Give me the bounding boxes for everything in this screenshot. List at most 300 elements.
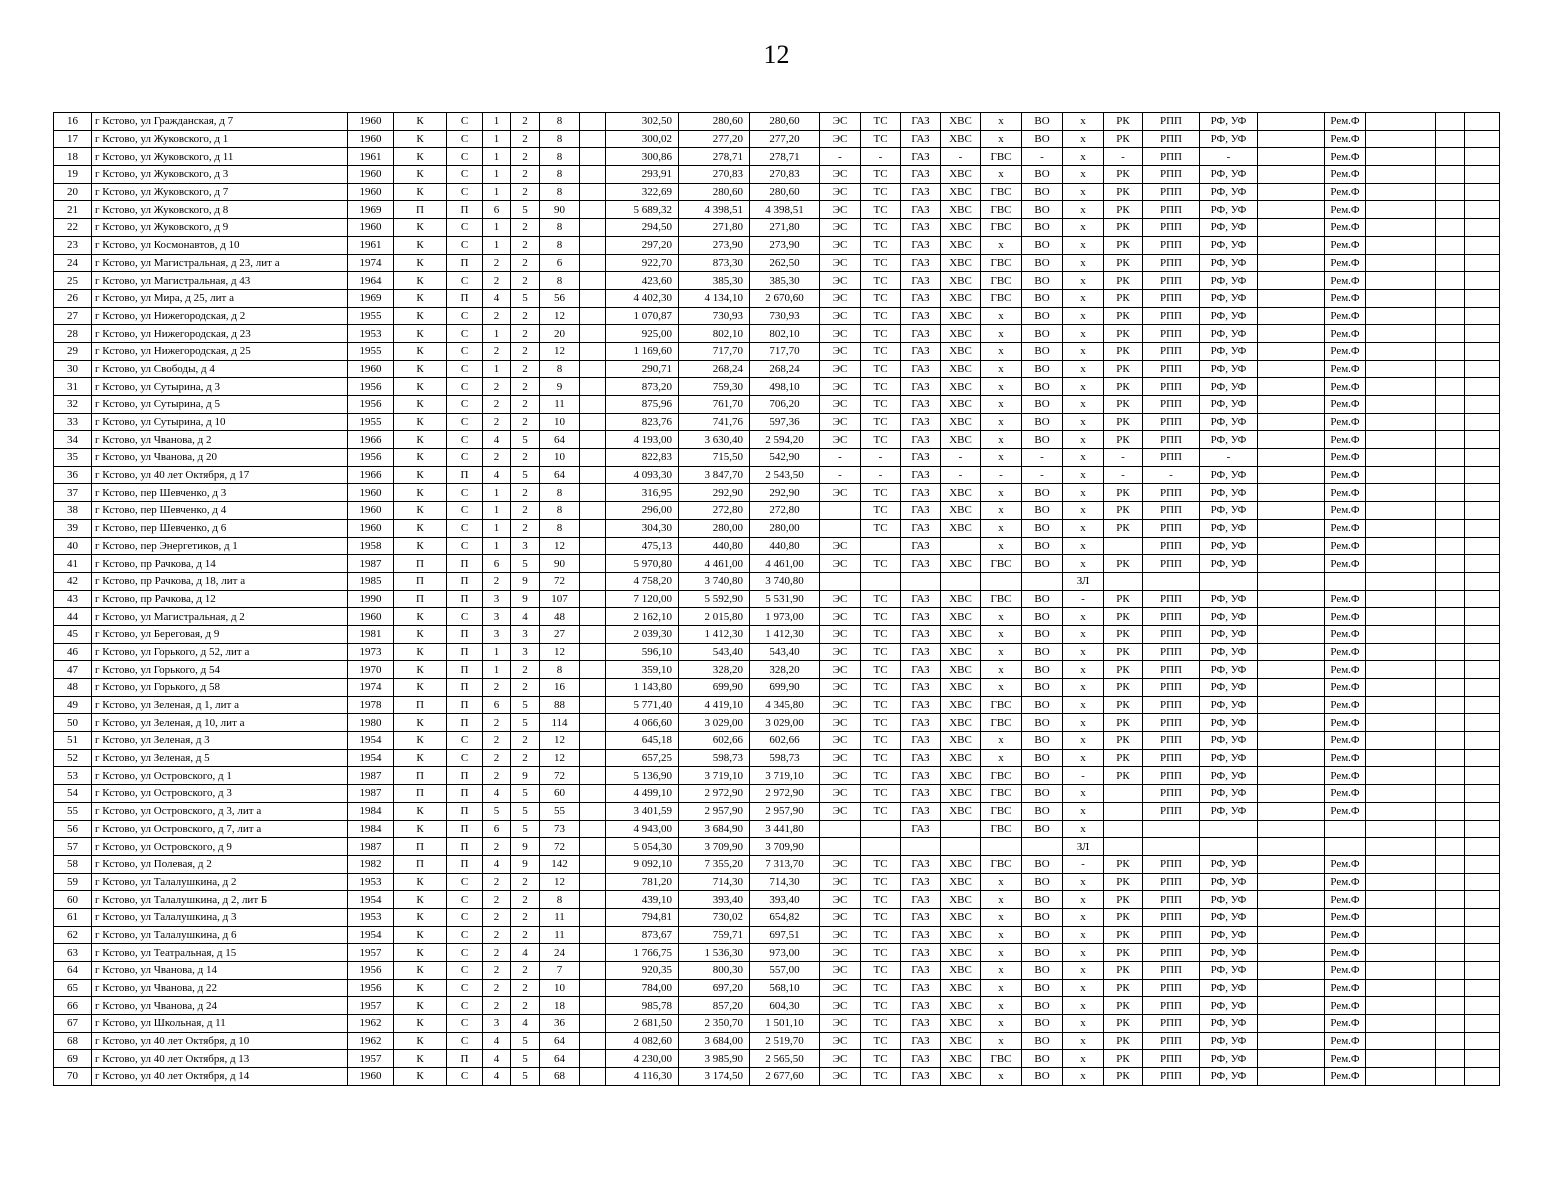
- table-cell: ЭС: [820, 944, 861, 962]
- table-cell: С: [447, 449, 483, 467]
- table-cell: 8: [540, 219, 580, 237]
- table-cell: 5: [511, 820, 540, 838]
- table-cell: Рем.Ф: [1325, 926, 1366, 944]
- table-row: [54, 449, 1500, 467]
- table-cell: РФ, УФ: [1200, 325, 1258, 343]
- table-cell: С: [447, 272, 483, 290]
- table-cell: 6: [540, 254, 580, 272]
- table-row: [54, 236, 1500, 254]
- table-cell: [901, 572, 941, 590]
- table-cell: ХВС: [941, 749, 981, 767]
- table-cell: ГАЗ: [901, 519, 941, 537]
- table-cell: х: [1063, 519, 1104, 537]
- table-cell: х: [1063, 201, 1104, 219]
- table-cell: ВО: [1022, 891, 1063, 909]
- table-cell: Рем.Ф: [1325, 201, 1366, 219]
- table-cell: 1985: [348, 572, 394, 590]
- table-cell: П: [447, 767, 483, 785]
- table-cell: [1366, 555, 1436, 573]
- table-cell: Рем.Ф: [1325, 749, 1366, 767]
- table-cell: [1366, 714, 1436, 732]
- table-cell: х: [1063, 891, 1104, 909]
- table-cell: х: [1063, 873, 1104, 891]
- table-cell: 290,71: [606, 360, 679, 378]
- table-cell: ХВС: [941, 484, 981, 502]
- table-cell: 699,90: [750, 679, 820, 697]
- table-cell: ГАЗ: [901, 413, 941, 431]
- table-cell: 2: [483, 413, 511, 431]
- table-cell: [1258, 466, 1325, 484]
- table-cell: х: [981, 661, 1022, 679]
- table-cell: г Кстово, ул Гражданская, д 7: [92, 113, 348, 131]
- table-cell: С: [447, 113, 483, 131]
- table-cell: [1366, 873, 1436, 891]
- table-cell: РК: [1104, 908, 1143, 926]
- table-cell: [861, 572, 901, 590]
- table-cell: [1465, 360, 1500, 378]
- table-cell: 49: [54, 696, 92, 714]
- table-cell: х: [981, 484, 1022, 502]
- table-cell: [1436, 590, 1465, 608]
- table-cell: ЭС: [820, 537, 861, 555]
- table-cell: [820, 519, 861, 537]
- table-cell: К: [394, 962, 447, 980]
- table-cell: РК: [1104, 254, 1143, 272]
- table-cell: [580, 431, 606, 449]
- table-cell: 2: [511, 183, 540, 201]
- table-cell: 4 082,60: [606, 1032, 679, 1050]
- table-cell: х: [981, 625, 1022, 643]
- table-cell: 5 531,90: [750, 590, 820, 608]
- table-cell: 1960: [348, 113, 394, 131]
- table-cell: [1258, 519, 1325, 537]
- table-cell: г Кстово, ул Островского, д 1: [92, 767, 348, 785]
- table-cell: РК: [1104, 325, 1143, 343]
- table-cell: -: [1063, 590, 1104, 608]
- table-row: [54, 1015, 1500, 1033]
- table-cell: РК: [1104, 555, 1143, 573]
- table-cell: 7: [540, 962, 580, 980]
- table-cell: [1436, 396, 1465, 414]
- table-cell: ЭС: [820, 183, 861, 201]
- table-cell: П: [447, 802, 483, 820]
- table-cell: г Кстово, ул Жуковского, д 8: [92, 201, 348, 219]
- table-cell: [580, 997, 606, 1015]
- table-cell: [1258, 342, 1325, 360]
- table-cell: [580, 608, 606, 626]
- table-cell: [580, 590, 606, 608]
- table-cell: ТС: [861, 696, 901, 714]
- table-cell: [1258, 1015, 1325, 1033]
- table-cell: П: [447, 838, 483, 856]
- table-cell: [1258, 360, 1325, 378]
- table-cell: С: [447, 342, 483, 360]
- table-cell: г Кстово, ул Чванова, д 20: [92, 449, 348, 467]
- table-cell: 114: [540, 714, 580, 732]
- table-cell: [1366, 749, 1436, 767]
- table-cell: [1436, 908, 1465, 926]
- table-cell: [1200, 572, 1258, 590]
- table-cell: ГАЗ: [901, 944, 941, 962]
- table-cell: С: [447, 926, 483, 944]
- table-cell: ГАЗ: [901, 325, 941, 343]
- table-cell: ТС: [861, 873, 901, 891]
- table-cell: 604,30: [750, 997, 820, 1015]
- table-cell: 10: [540, 449, 580, 467]
- table-cell: ТС: [861, 714, 901, 732]
- table-cell: -: [1200, 148, 1258, 166]
- table-cell: х: [1063, 289, 1104, 307]
- table-cell: [1436, 1032, 1465, 1050]
- table-cell: 439,10: [606, 891, 679, 909]
- table-cell: 5: [511, 289, 540, 307]
- table-cell: ХВС: [941, 307, 981, 325]
- table-cell: х: [1063, 625, 1104, 643]
- table-cell: К: [394, 1032, 447, 1050]
- table-cell: РФ, УФ: [1200, 166, 1258, 184]
- table-cell: 1960: [348, 183, 394, 201]
- table-cell: РФ, УФ: [1200, 378, 1258, 396]
- table-cell: РК: [1104, 873, 1143, 891]
- table-cell: 68: [54, 1032, 92, 1050]
- table-cell: г Кстово, ул Сутырина, д 5: [92, 396, 348, 414]
- table-cell: х: [981, 360, 1022, 378]
- table-cell: г Кстово, ул Жуковского, д 11: [92, 148, 348, 166]
- table-cell: ЭС: [820, 979, 861, 997]
- table-cell: ТС: [861, 254, 901, 272]
- table-cell: 1 536,30: [679, 944, 750, 962]
- table-cell: 759,71: [679, 926, 750, 944]
- table-cell: П: [447, 466, 483, 484]
- table-cell: П: [447, 855, 483, 873]
- table-cell: [1465, 1068, 1500, 1086]
- table-cell: 280,60: [750, 183, 820, 201]
- table-cell: ВО: [1022, 219, 1063, 237]
- table-cell: 875,96: [606, 396, 679, 414]
- table-cell: ГАЗ: [901, 307, 941, 325]
- table-cell: 10: [540, 979, 580, 997]
- table-cell: С: [447, 962, 483, 980]
- table-cell: РК: [1104, 342, 1143, 360]
- table-cell: 2: [483, 997, 511, 1015]
- table-cell: РФ, УФ: [1200, 590, 1258, 608]
- table-cell: Рем.Ф: [1325, 360, 1366, 378]
- table-cell: ЗЛ: [1063, 572, 1104, 590]
- table-cell: ЭС: [820, 219, 861, 237]
- table-cell: х: [981, 962, 1022, 980]
- table-cell: [1258, 413, 1325, 431]
- table-cell: 4 116,30: [606, 1068, 679, 1086]
- table-cell: 280,60: [679, 113, 750, 131]
- table-cell: 985,78: [606, 997, 679, 1015]
- table-cell: х: [1063, 113, 1104, 131]
- table-cell: 272,80: [750, 502, 820, 520]
- table-cell: РФ, УФ: [1200, 714, 1258, 732]
- table-cell: Рем.Ф: [1325, 537, 1366, 555]
- table-cell: 2: [511, 749, 540, 767]
- table-cell: ВО: [1022, 325, 1063, 343]
- table-cell: ГАЗ: [901, 166, 941, 184]
- table-cell: ТС: [861, 855, 901, 873]
- table-cell: 6: [483, 820, 511, 838]
- table-cell: РФ, УФ: [1200, 183, 1258, 201]
- table-cell: х: [1063, 679, 1104, 697]
- table-cell: х: [981, 396, 1022, 414]
- table-cell: [1258, 838, 1325, 856]
- table-cell: Рем.Ф: [1325, 466, 1366, 484]
- table-cell: г Кстово, ул 40 лет Октября, д 14: [92, 1068, 348, 1086]
- table-cell: 6: [483, 555, 511, 573]
- table-cell: Рем.Ф: [1325, 1015, 1366, 1033]
- table-cell: [580, 183, 606, 201]
- table-cell: 12: [540, 342, 580, 360]
- table-cell: [1366, 431, 1436, 449]
- table-cell: РПП: [1143, 219, 1200, 237]
- table-cell: РК: [1104, 926, 1143, 944]
- table-cell: ЭС: [820, 802, 861, 820]
- table-cell: ТС: [861, 590, 901, 608]
- table-cell: ВО: [1022, 519, 1063, 537]
- table-cell: ВО: [1022, 625, 1063, 643]
- table-cell: 3: [483, 608, 511, 626]
- table-cell: К: [394, 484, 447, 502]
- table-cell: ХВС: [941, 342, 981, 360]
- table-cell: ГВС: [981, 148, 1022, 166]
- table-cell: [1366, 1032, 1436, 1050]
- table-cell: ВО: [1022, 714, 1063, 732]
- table-cell: ЭС: [820, 342, 861, 360]
- table-cell: [580, 767, 606, 785]
- table-row: [54, 219, 1500, 237]
- table-cell: 27: [54, 307, 92, 325]
- table-cell: П: [394, 555, 447, 573]
- table-cell: ГВС: [981, 201, 1022, 219]
- table-cell: РК: [1104, 307, 1143, 325]
- table-cell: [820, 572, 861, 590]
- table-cell: [580, 696, 606, 714]
- table-cell: [1465, 891, 1500, 909]
- table-cell: х: [1063, 820, 1104, 838]
- table-cell: РПП: [1143, 1068, 1200, 1086]
- table-cell: РПП: [1143, 679, 1200, 697]
- table-cell: [1436, 307, 1465, 325]
- table-cell: ГВС: [981, 767, 1022, 785]
- table-row: [54, 183, 1500, 201]
- table-cell: х: [981, 342, 1022, 360]
- table-cell: РПП: [1143, 944, 1200, 962]
- table-cell: 34: [54, 431, 92, 449]
- table-cell: С: [447, 537, 483, 555]
- table-cell: 8: [540, 183, 580, 201]
- table-cell: [1258, 166, 1325, 184]
- table-row: [54, 625, 1500, 643]
- table-cell: [1366, 1050, 1436, 1068]
- table-cell: Рем.Ф: [1325, 307, 1366, 325]
- table-row: [54, 342, 1500, 360]
- table-cell: [1465, 962, 1500, 980]
- table-cell: 64: [540, 431, 580, 449]
- table-row: [54, 396, 1500, 414]
- table-cell: г Кстово, ул 40 лет Октября, д 13: [92, 1050, 348, 1068]
- table-cell: Рем.Ф: [1325, 219, 1366, 237]
- table-cell: [1436, 325, 1465, 343]
- table-cell: 4: [511, 944, 540, 962]
- table-cell: 717,70: [679, 342, 750, 360]
- table-cell: П: [447, 679, 483, 697]
- table-cell: ХВС: [941, 661, 981, 679]
- table-cell: 6: [483, 201, 511, 219]
- table-cell: -: [820, 466, 861, 484]
- table-cell: К: [394, 254, 447, 272]
- table-cell: 1: [483, 183, 511, 201]
- table-cell: [1258, 679, 1325, 697]
- table-cell: ВО: [1022, 802, 1063, 820]
- table-cell: [1436, 360, 1465, 378]
- table-cell: [1258, 183, 1325, 201]
- table-cell: х: [1063, 484, 1104, 502]
- table-cell: С: [447, 413, 483, 431]
- table-cell: 69: [54, 1050, 92, 1068]
- table-cell: [1366, 767, 1436, 785]
- table-cell: 270,83: [679, 166, 750, 184]
- table-cell: [580, 360, 606, 378]
- table-cell: РК: [1104, 608, 1143, 626]
- table-cell: [1366, 696, 1436, 714]
- table-cell: 273,90: [679, 236, 750, 254]
- table-cell: ВО: [1022, 1050, 1063, 1068]
- table-cell: 33: [54, 413, 92, 431]
- table-cell: ТС: [861, 342, 901, 360]
- table-cell: С: [447, 997, 483, 1015]
- table-cell: 24: [54, 254, 92, 272]
- table-cell: 873,67: [606, 926, 679, 944]
- table-cell: х: [1063, 944, 1104, 962]
- table-cell: [1258, 749, 1325, 767]
- table-cell: ХВС: [941, 962, 981, 980]
- table-cell: ВО: [1022, 908, 1063, 926]
- table-cell: РФ, УФ: [1200, 466, 1258, 484]
- table-cell: РК: [1104, 219, 1143, 237]
- table-cell: [1366, 307, 1436, 325]
- table-cell: г Кстово, ул 40 лет Октября, д 17: [92, 466, 348, 484]
- table-cell: -: [1104, 449, 1143, 467]
- table-cell: ВО: [1022, 749, 1063, 767]
- table-cell: 1964: [348, 272, 394, 290]
- table-cell: 2: [511, 113, 540, 131]
- table-cell: 3 709,90: [679, 838, 750, 856]
- table-cell: 542,90: [750, 449, 820, 467]
- table-cell: 385,30: [679, 272, 750, 290]
- table-cell: г Кстово, ул Магистральная, д 2: [92, 608, 348, 626]
- table-cell: 2: [511, 979, 540, 997]
- table-cell: ХВС: [941, 166, 981, 184]
- table-cell: [1258, 590, 1325, 608]
- table-cell: РФ, УФ: [1200, 1032, 1258, 1050]
- table-cell: [1436, 608, 1465, 626]
- table-cell: [1366, 608, 1436, 626]
- table-row: [54, 838, 1500, 856]
- table-cell: г Кстово, ул Островского, д 9: [92, 838, 348, 856]
- table-cell: [1436, 873, 1465, 891]
- table-cell: ВО: [1022, 944, 1063, 962]
- table-cell: 12: [540, 873, 580, 891]
- table-cell: ГАЗ: [901, 820, 941, 838]
- table-cell: 4: [483, 1068, 511, 1086]
- table-cell: 64: [540, 466, 580, 484]
- table-cell: 543,40: [679, 643, 750, 661]
- table-cell: х: [981, 166, 1022, 184]
- table-cell: [861, 820, 901, 838]
- table-row: [54, 484, 1500, 502]
- table-cell: [1258, 608, 1325, 626]
- table-cell: 61: [54, 908, 92, 926]
- table-cell: ГВС: [981, 1050, 1022, 1068]
- table-cell: [1366, 219, 1436, 237]
- table-cell: К: [394, 502, 447, 520]
- table-cell: ХВС: [941, 236, 981, 254]
- table-cell: 50: [54, 714, 92, 732]
- table-cell: П: [447, 714, 483, 732]
- table-cell: П: [447, 201, 483, 219]
- table-cell: х: [981, 944, 1022, 962]
- table-cell: 741,76: [679, 413, 750, 431]
- table-cell: 2: [483, 891, 511, 909]
- table-cell: РК: [1104, 997, 1143, 1015]
- table-cell: [1465, 236, 1500, 254]
- table-cell: РФ, УФ: [1200, 130, 1258, 148]
- table-cell: Рем.Ф: [1325, 608, 1366, 626]
- table-cell: [580, 643, 606, 661]
- table-cell: [1465, 661, 1500, 679]
- table-cell: РПП: [1143, 378, 1200, 396]
- table-cell: 3: [511, 537, 540, 555]
- table-cell: ЭС: [820, 732, 861, 750]
- table-cell: ГАЗ: [901, 396, 941, 414]
- table-cell: х: [1063, 979, 1104, 997]
- table-cell: ТС: [861, 289, 901, 307]
- table-cell: ТС: [861, 926, 901, 944]
- table-row: [54, 714, 1500, 732]
- table-cell: П: [394, 572, 447, 590]
- table-cell: х: [1063, 1068, 1104, 1086]
- table-cell: РК: [1104, 289, 1143, 307]
- table-cell: 922,70: [606, 254, 679, 272]
- table-cell: ВО: [1022, 166, 1063, 184]
- table-cell: [1366, 802, 1436, 820]
- table-cell: РФ, УФ: [1200, 236, 1258, 254]
- table-cell: -: [941, 466, 981, 484]
- table-cell: [1258, 643, 1325, 661]
- table-cell: г Кстово, ул Сутырина, д 3: [92, 378, 348, 396]
- table-cell: 273,90: [750, 236, 820, 254]
- table-cell: [1436, 183, 1465, 201]
- table-cell: 1953: [348, 873, 394, 891]
- table-cell: 1 766,75: [606, 944, 679, 962]
- table-cell: 72: [540, 767, 580, 785]
- table-cell: ВО: [1022, 732, 1063, 750]
- table-cell: 4: [483, 289, 511, 307]
- table-cell: 8: [540, 484, 580, 502]
- table-cell: 4: [483, 1050, 511, 1068]
- table-cell: [1465, 130, 1500, 148]
- table-cell: РФ, УФ: [1200, 431, 1258, 449]
- table-cell: 2: [511, 254, 540, 272]
- table-cell: 697,51: [750, 926, 820, 944]
- table-cell: [941, 838, 981, 856]
- table-cell: г Кстово, ул Талалушкина, д 2, лит Б: [92, 891, 348, 909]
- table-cell: ВО: [1022, 502, 1063, 520]
- table-cell: [580, 307, 606, 325]
